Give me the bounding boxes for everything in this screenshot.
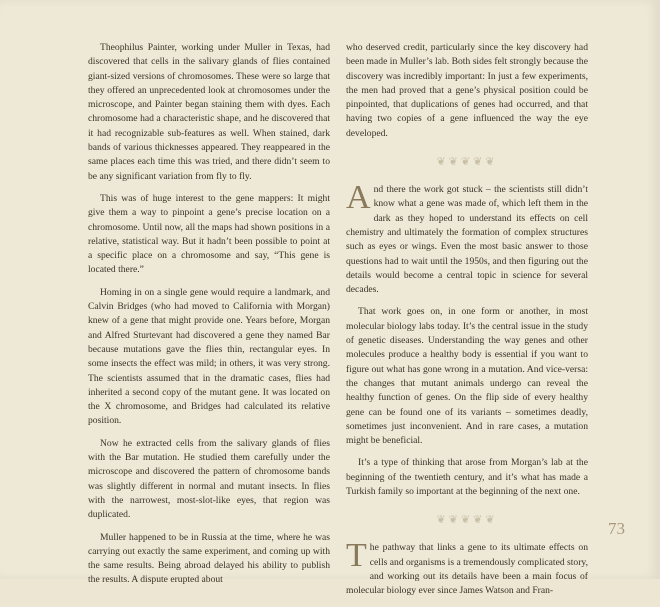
paragraph-bridges: Homing in on a single gene would require a landmark, and Calvin Bridges (who had moved to California with Morgan) knew of a gene that might provide one. Years before, Morgan and Alfred Sturtevant had discovered a gene they named Bar because mutations gave the flies thin, rectangular eyes. In some insects the effect was mild; in others, it was very strong. The scientists assumed that in the dramatic cases, flies had inherited a second copy of the mutant gene. It was located on the X chromosome, and Bridges had calculated its relative position. xyxy=(88,286,330,427)
section-divider-ornament: ❦❦❦❦❦ xyxy=(436,156,498,169)
paragraph-pathway xyxy=(346,537,588,598)
paragraph-work-stuck xyxy=(346,179,588,297)
paragraph-gene-mappers: This was of huge interest to the gene mappers: It might give them a way to pinpoint a gene’s precise location on a chromosome. Until now, all the maps had shown positions in a relative, statistical way. But it hadn’t been possible to point at a specific place on a chromosome and say, “This gene is located there.” xyxy=(88,192,330,276)
drop-cap-a: A xyxy=(346,179,371,217)
paragraph-painter: Theophilus Painter, working under Muller in Texas, had discovered that cells in the salivary glands of flies contained giant-sized versions of chromosomes. These were so large that they offered an unprecedented look at chromosomes under the microscope, and Painter began staining them with dyes. Each chromosome had a characteristic shape, and he discovered that it had recognizable sub-features as well. When stained, dark bands of various thicknesses appeared. They reappeared in the same places each time this was tried, and there didn’t seem to be any significant variation from fly to fly. xyxy=(88,42,330,182)
drop-cap-t: T xyxy=(346,537,367,575)
page-number: 73 xyxy=(608,519,625,538)
right-column xyxy=(346,41,588,607)
section-divider-ornament-2: ❦❦❦❦❦ xyxy=(436,514,498,527)
paragraph-bar-mutation: Now he extracted cells from the salivary glands of flies with the Bar mutation. He studied them carefully under the microscope and discovered the pattern of chromosome bands was slightly different in normal and mutant insects. In flies with the narrowest, most-slot-like eyes, that region was duplicated. xyxy=(88,437,330,521)
paragraph-morgan-lab: It’s a type of thinking that arose from Morgan’s lab at the beginning of the twentieth century, and it’s what has made a Turkish family so important at the beginning of the next one. xyxy=(346,457,588,498)
paragraph-muller-russia: Muller happened to be in Russia at the time, where he was carrying out exactly the same experiment, and coming up with the same results. Being abroad delayed his ability to publish the results. A dispute erupted about xyxy=(88,531,330,586)
paragraph-work-stuck-text: nd there the work got stuck – the scientists still didn’t know what a gene was made of, which left them in the dark as they hoped to understand its effects on cell chemistry and ultimately the formation of complex structures such as eyes or wings. Even the most basic answer to those questions had to wait until the 1950s, and then figuring out the details would become a central topic in science for several decades. xyxy=(346,184,588,296)
left-column xyxy=(88,41,330,596)
paragraph-molecular-labs: That work goes on, in one form or another, in most molecular biology labs today. It’s the central issue in the study of genetic diseases. Understanding the way genes and other molecules produce a healthy body is essential if you want to figure out what has gone wrong in a mutation. And vice-versa: the changes that mutant animals undergo can reveal the healthy function of genes. On the flip side of every healthy gene can be found one of its variants – sometimes deadly, sometimes just inconvenient. And in rare cases, a mutation might be beneficial. xyxy=(346,306,588,447)
paragraph-pathway-text: he pathway that links a gene to its ultimate effects on cells and organisms is a tremendously complicated story, and working out its details have been a main focus of molecular biology ever since James Watson and Fran- xyxy=(346,542,588,597)
paragraph-credit-dispute: who deserved credit, particularly since the key discovery had been made in Muller’s lab. Both sides felt strongly because the discovery was incredibly important: In just a few experiments, the men had proved that a gene’s physical position could be pinpointed, that duplications of genes had occurred, and that having two copies of a gene influenced the way the eye developed. xyxy=(346,42,588,139)
